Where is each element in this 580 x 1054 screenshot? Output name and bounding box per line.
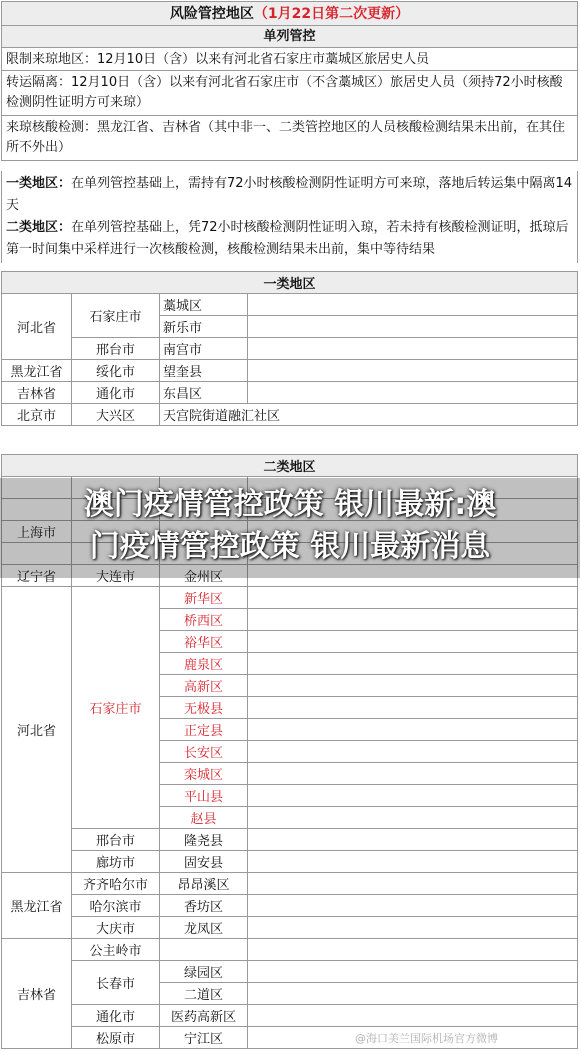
district-cell: 栾城区 xyxy=(160,763,248,785)
empty-cell xyxy=(248,653,578,675)
district-cell: 长安区 xyxy=(160,741,248,763)
empty-cell xyxy=(248,294,578,316)
empty-cell xyxy=(248,360,578,382)
empty-cell xyxy=(248,785,578,807)
city-cell: 大庆市 xyxy=(72,917,160,939)
district-cell: 固安县 xyxy=(160,851,248,873)
city-cell: 公主岭市 xyxy=(72,939,160,961)
district-cell: 医药高新区 xyxy=(160,1005,248,1027)
province-cell: 河北省 xyxy=(2,294,72,360)
city-cell: 石家庄市 xyxy=(72,294,160,338)
empty-cell xyxy=(248,382,578,404)
province-cell: 河北省 xyxy=(2,587,72,873)
province-cell: 辽宁省 xyxy=(2,565,72,587)
district-cell: 香坊区 xyxy=(160,895,248,917)
city-cell: 齐齐哈尔市 xyxy=(72,873,160,895)
title-update-date: （1月22日第二次更新） xyxy=(253,6,410,22)
city-cell: 大兴区 xyxy=(72,404,160,426)
district-cell: 宁江区 xyxy=(160,1027,248,1049)
class-definitions xyxy=(1,171,578,263)
province-cell: 吉林省 xyxy=(2,382,72,404)
district-cell: 鹿泉区 xyxy=(160,653,248,675)
restriction-row: 限制来琼地区：12月10日（含）以来有河北省石家庄市藁城区旅居史人员 xyxy=(2,48,577,71)
empty-cell xyxy=(248,741,578,763)
single-control-header: 单列管控 xyxy=(2,26,577,48)
empty-cell xyxy=(248,631,578,653)
district-cell: 二道区 xyxy=(160,983,248,1005)
class-two-text: 在单列管控基础上，凭72小时核酸检测阴性证明入琼，若未持有核酸检测证明，抵琼后第一时间集中采样进行一次核酸检测，核酸检测结果未出前，集中等待结果 xyxy=(6,220,569,257)
city-cell: 松原市 xyxy=(72,1027,160,1049)
headline-banner xyxy=(0,484,580,568)
district-cell: 桥西区 xyxy=(160,609,248,631)
city-cell: 哈尔滨市 xyxy=(72,895,160,917)
district-cell: 赵县 xyxy=(160,807,248,829)
district-cell: 正定县 xyxy=(160,719,248,741)
district-cell: 新乐市 xyxy=(160,316,248,338)
empty-cell xyxy=(248,675,578,697)
city-cell: 通化市 xyxy=(72,382,160,404)
province-cell: 北京市 xyxy=(2,404,72,426)
empty-cell xyxy=(248,719,578,741)
empty-cell xyxy=(248,983,578,1005)
transfer-isolation-row: 转运隔离：12月10日（含）以来有河北省石家庄市（不含藁城区）旅居史人员（须持72小时核酸检测阴性证明方可来琼） xyxy=(2,71,577,116)
nucleic-test-row: 来琼核酸检测：黑龙江省、吉林省（其中非一、二类管控地区的人员核酸检测结果未出前，在其住所不外出） xyxy=(6,120,566,155)
empty-cell xyxy=(248,338,578,360)
district-cell: 金州区 xyxy=(160,565,248,587)
headline-line-1: 澳门疫情管控政策 银川最新:澳 xyxy=(83,487,497,522)
class-two-label: 二类地区： xyxy=(6,220,72,235)
empty-cell xyxy=(248,763,578,785)
city-cell: 石家庄市 xyxy=(72,587,160,829)
district-cell: 藁城区 xyxy=(160,294,248,316)
city-cell: 邢台市 xyxy=(72,829,160,851)
empty-cell xyxy=(248,697,578,719)
district-cell: 天宫院街道融汇社区 xyxy=(160,404,578,426)
city-cell: 廊坊市 xyxy=(72,851,160,873)
class-one-label: 一类地区： xyxy=(6,176,72,191)
empty-cell xyxy=(248,609,578,631)
class-one-text: 在单列管控基础上，需持有72小时核酸检测阴性证明方可来琼，落地后转运集中隔离14天 xyxy=(6,176,573,213)
empty-cell xyxy=(248,1005,578,1027)
class-one-header: 一类地区 xyxy=(2,272,578,294)
city-cell: 通化市 xyxy=(72,1005,160,1027)
district-cell: 无极县 xyxy=(160,697,248,719)
district-cell: 裕华区 xyxy=(160,631,248,653)
empty-cell xyxy=(248,851,578,873)
city-cell: 邢台市 xyxy=(72,338,160,360)
district-cell: 南宫市 xyxy=(160,338,248,360)
district-cell: 望奎县 xyxy=(160,360,248,382)
city-cell: 绥化市 xyxy=(72,360,160,382)
province-cell: 黑龙江省 xyxy=(2,360,72,382)
empty-cell xyxy=(248,961,578,983)
province-cell: 黑龙江省 xyxy=(2,873,72,939)
empty-cell xyxy=(248,939,578,961)
empty-cell xyxy=(248,895,578,917)
province-cell: 吉林省 xyxy=(2,939,72,1049)
empty-cell xyxy=(248,873,578,895)
province-cell: 上海市 xyxy=(2,521,72,543)
watermark: @海口美兰国际机场官方微博 xyxy=(355,1032,498,1045)
empty-cell xyxy=(248,829,578,851)
district-cell: 东昌区 xyxy=(160,382,248,404)
district-cell: 高新区 xyxy=(160,675,248,697)
empty-cell xyxy=(248,917,578,939)
city-cell: 长春市 xyxy=(72,961,160,1005)
class-one-definition xyxy=(6,173,573,217)
district-cell xyxy=(160,939,248,961)
class-two-header: 二类地区 xyxy=(2,455,578,477)
district-cell: 昂昂溪区 xyxy=(160,873,248,895)
city-cell: 大连市 xyxy=(72,565,160,587)
district-cell: 绿园区 xyxy=(160,961,248,983)
district-cell: 隆尧县 xyxy=(160,829,248,851)
headline-line-2: 门疫情管控政策 银川最新消息 xyxy=(89,529,491,564)
district-cell: 龙凤区 xyxy=(160,917,248,939)
district-cell: 平山县 xyxy=(160,785,248,807)
empty-cell xyxy=(248,807,578,829)
empty-cell xyxy=(248,587,578,609)
class-two-definition xyxy=(6,217,573,261)
title-main: 风险管控地区 xyxy=(169,6,254,22)
control-header-table xyxy=(1,1,578,161)
district-cell: 新华区 xyxy=(160,587,248,609)
class-one-table xyxy=(1,271,578,426)
page-title xyxy=(2,2,577,26)
empty-cell xyxy=(248,316,578,338)
